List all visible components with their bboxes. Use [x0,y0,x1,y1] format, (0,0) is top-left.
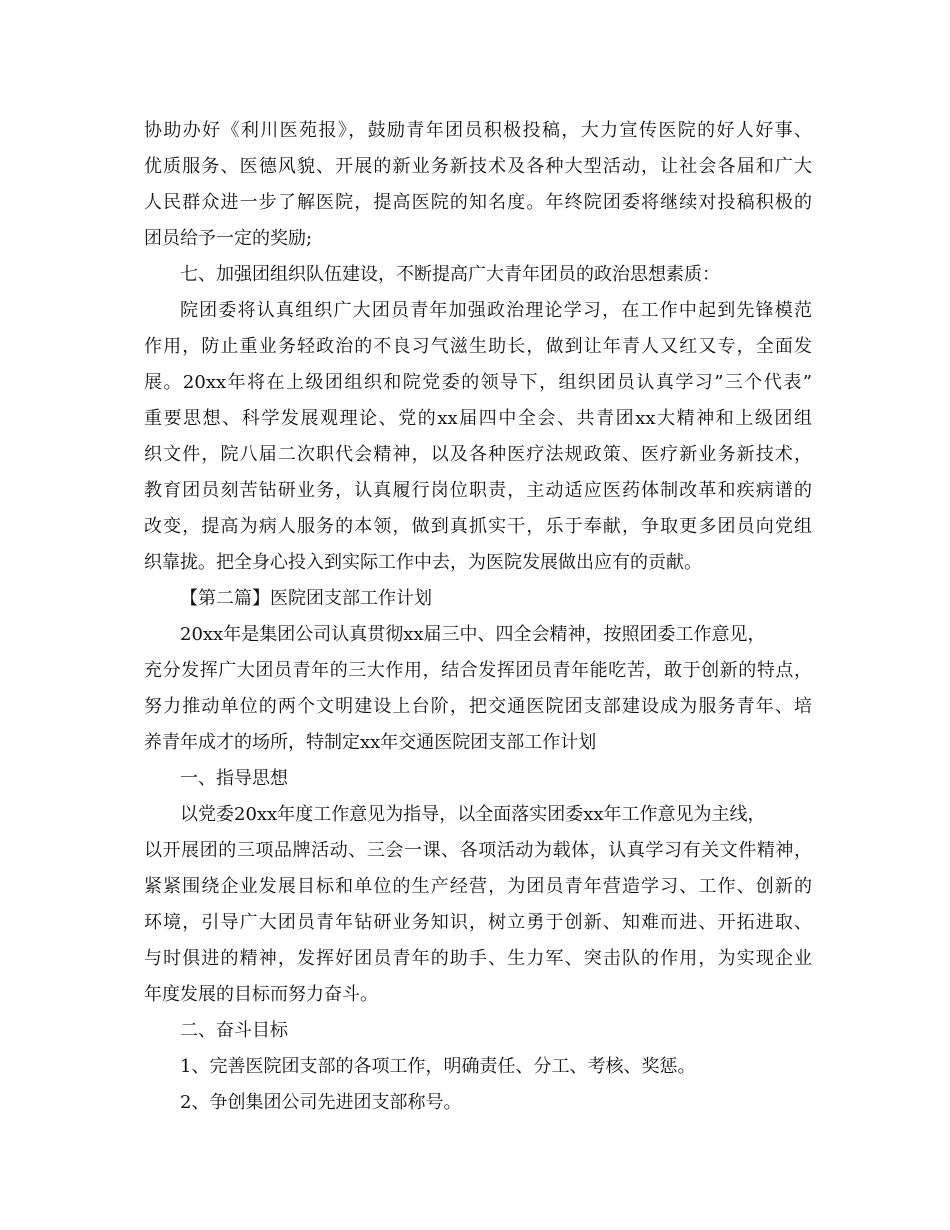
paragraph-line: 【第二篇】医院团支部工作计划 [180,588,432,609]
paragraph-line: 人民群众进一步了解医院，提高医院的知名度。年终院团委将继续对投稿积极的 [144,192,812,213]
paragraph-line: 织文件，院八届二次职代会精神，以及各种医疗法规政策、医疗新业务新技术， [144,444,812,465]
paragraph-line: 努力推动单位的两个文明建设上台阶，把交通医院团支部建设成为服务青年、培 [144,696,812,717]
paragraph-line: 养青年成才的场所，特制定xx年交通医院团支部工作计划 [144,732,597,753]
paragraph-line: 七、加强团组织队伍建设，不断提高广大青年团员的政治思想素质： [180,264,720,285]
paragraph-line: 2、争创集团公司先进团支部称号。 [180,1092,462,1113]
paragraph-line: 协助办好《利川医苑报》，鼓励青年团员积极投稿，大力宣传医院的好人好事、 [144,120,812,141]
paragraph-line: 作用，防止重业务轻政治的不良习气滋生助长，做到让年青人又红又专，全面发 [144,336,812,357]
paragraph-line: 年度发展的目标而努力奋斗。 [144,984,378,1005]
paragraph-line: 重要思想、科学发展观理论、党的xx届四中全会、共青团xx大精神和上级团组 [144,408,812,429]
paragraph-line: 1、完善医院团支部的各项工作，明确责任、分工、考核、奖惩。 [180,1056,696,1077]
paragraph-line: 紧紧围绕企业发展目标和单位的生产经营，为团员青年营造学习、工作、创新的 [144,876,812,897]
paragraph-line: 与时俱进的精神，发挥好团员青年的助手、生力军、突击队的作用，为实现企业 [144,948,812,969]
paragraph-line: 展。20xx年将在上级团组织和院党委的领导下，组织团员认真学习”三个代表” [144,372,812,393]
paragraph-line: 团员给予一定的奖励; [144,228,313,249]
paragraph-line: 院团委将认真组织广大团员青年加强政治理论学习，在工作中起到先锋模范 [180,300,812,321]
paragraph-line: 20xx年是集团公司认真贯彻xx届三中、四全会精神，按照团委工作意见， [180,624,766,645]
paragraph-line: 织靠拢。把全身心投入到实际工作中去，为医院发展做出应有的贡献。 [144,552,702,573]
paragraph-line: 以党委20xx年度工作意见为指导，以全面落实团委xx年工作意见为主线， [180,804,766,825]
paragraph-line: 以开展团的三项品牌活动、三会一课、各项活动为载体，认真学习有关文件精神， [144,840,812,861]
paragraph-line: 一、指导思想 [180,768,288,789]
paragraph-line: 改变，提高为病人服务的本领，做到真抓实干，乐于奉献，争取更多团员向党组 [144,516,812,537]
paragraph-line: 优质服务、医德风貌、开展的新业务新技术及各种大型活动，让社会各届和广大 [144,156,812,177]
paragraph-line: 教育团员刻苦钻研业务，认真履行岗位职责，主动适应医药体制改革和疾病谱的 [144,480,812,501]
paragraph-line: 二、奋斗目标 [180,1020,288,1041]
paragraph-line: 充分发挥广大团员青年的三大作用，结合发挥团员青年能吃苦，敢于创新的特点， [144,660,812,681]
paragraph-line: 环境，引导广大团员青年钻研业务知识，树立勇于创新、知难而进、开拓进取、 [144,912,812,933]
document-body [144,113,812,1121]
